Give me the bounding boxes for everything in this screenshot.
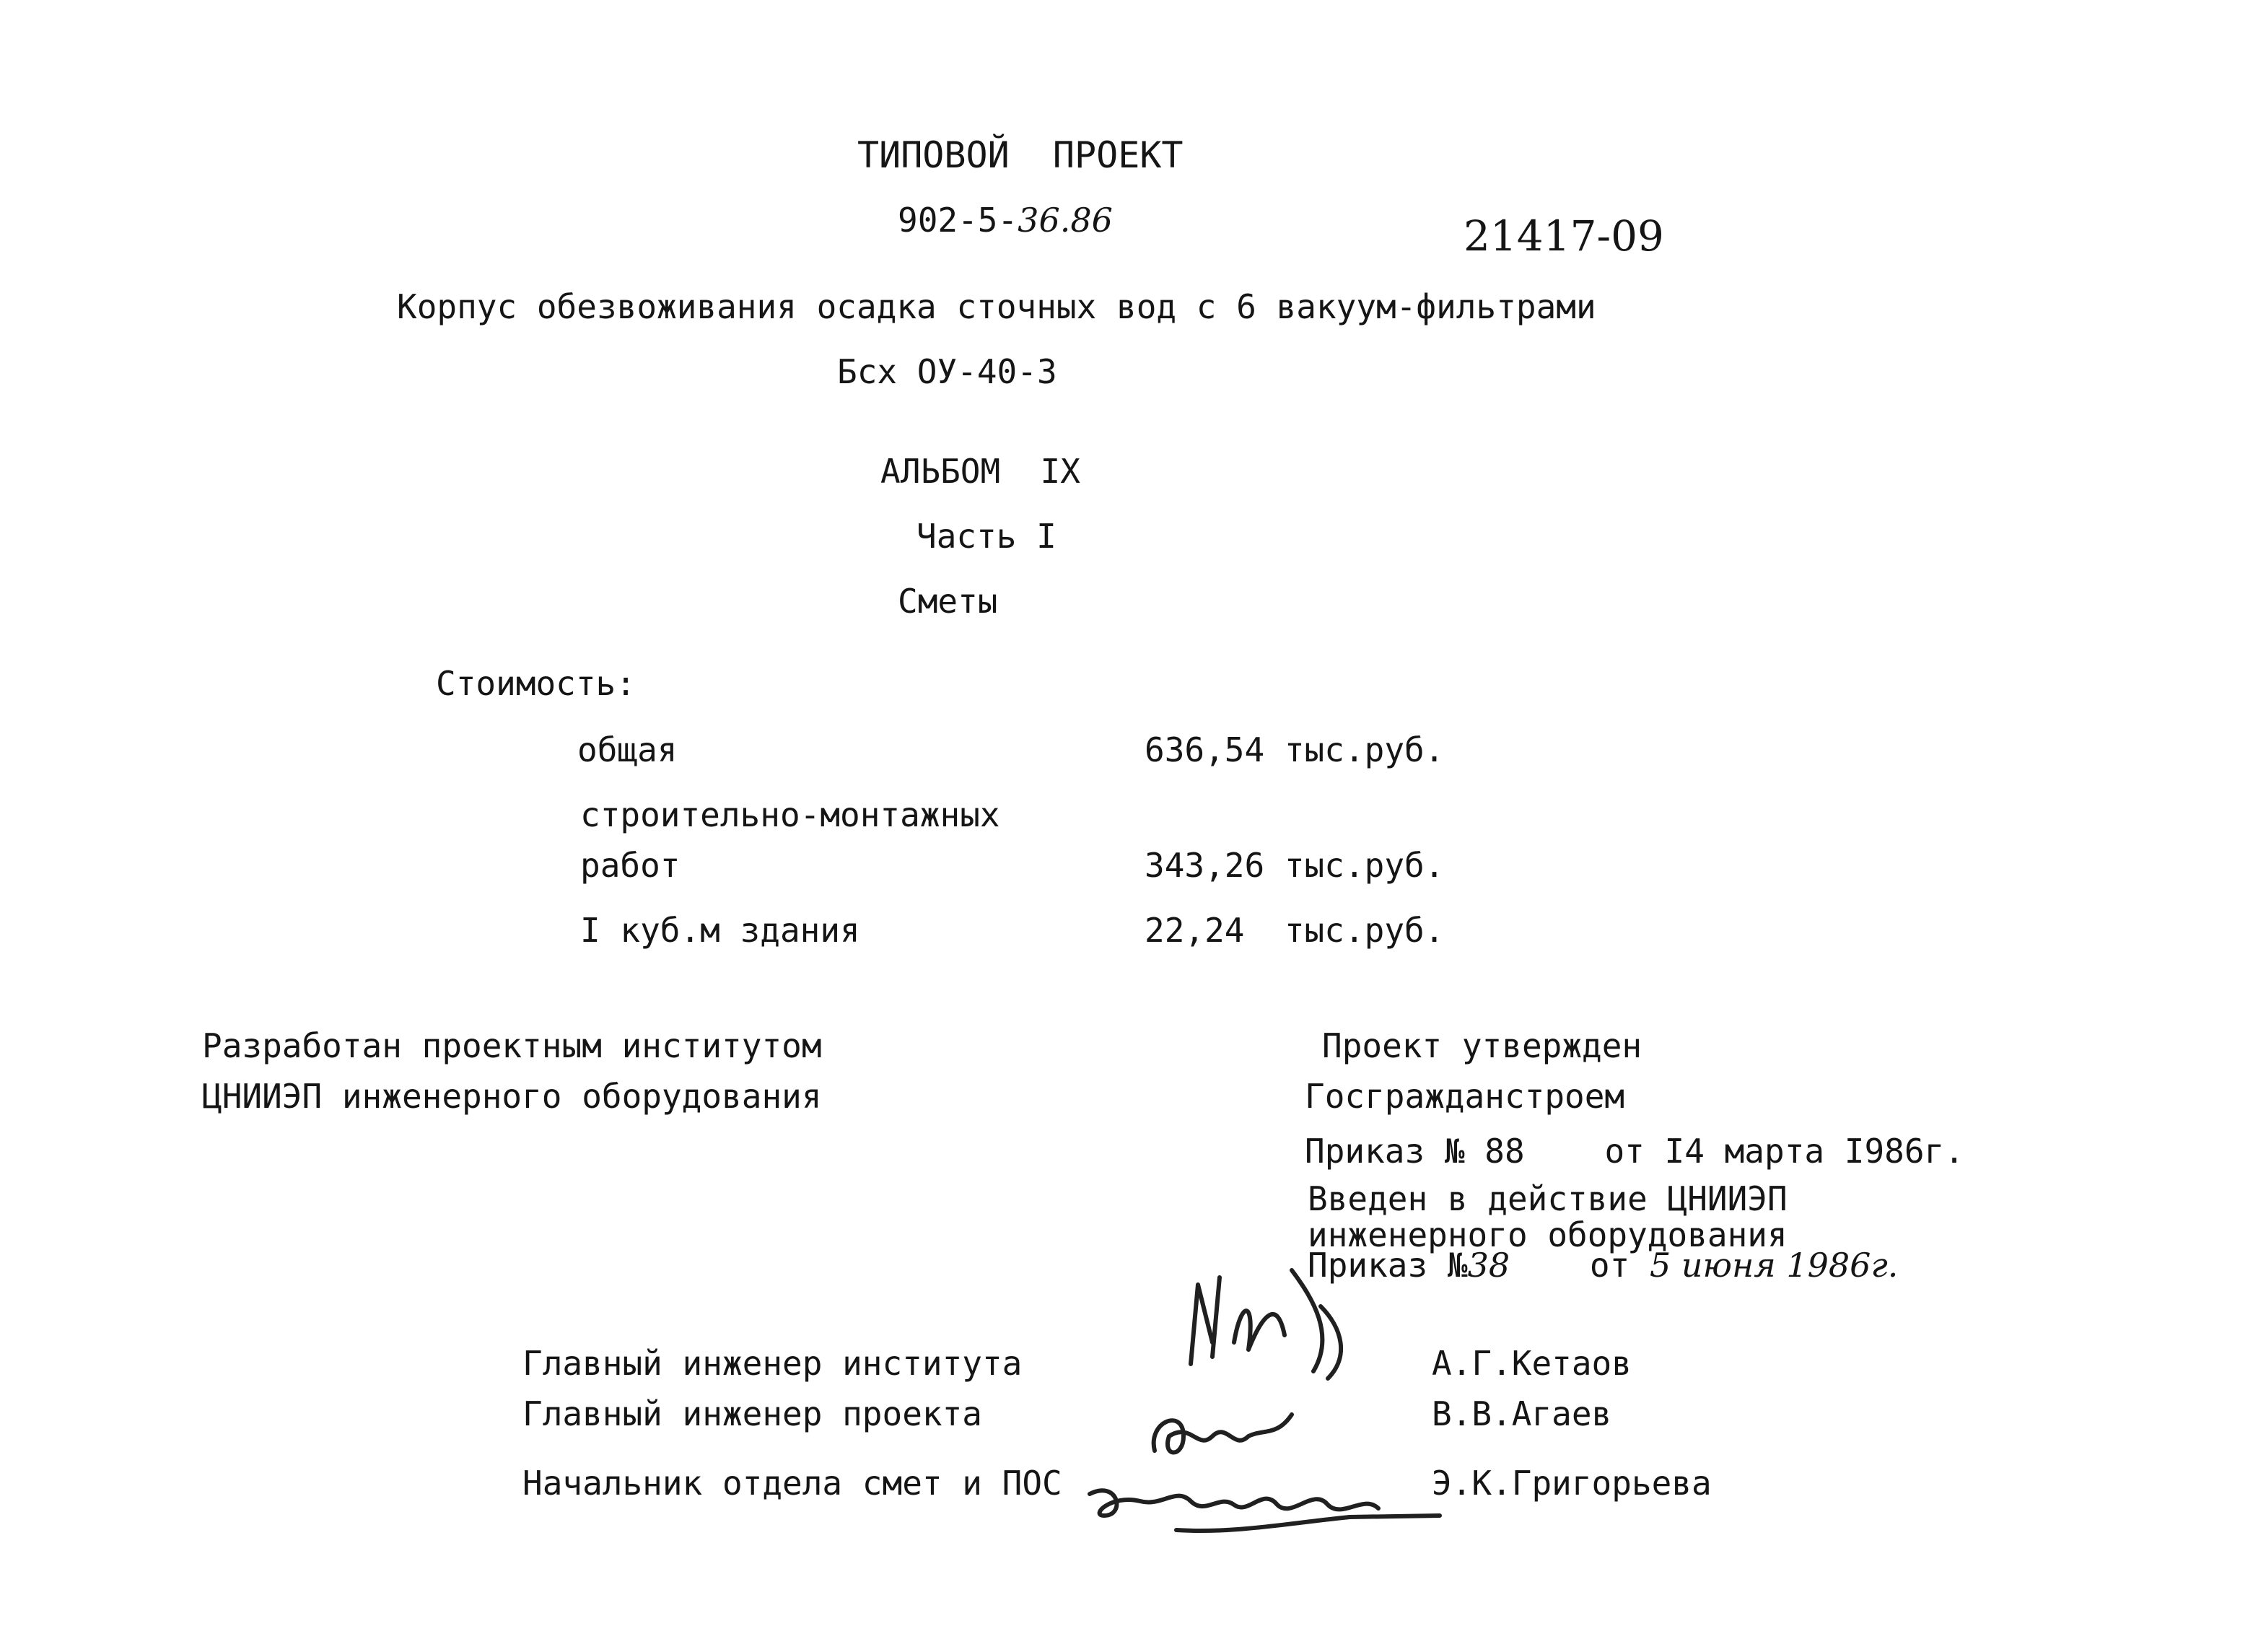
cost-label-construction-line1: строительно-монтажных [580,795,1000,834]
project-type-title: ТИПОВОЙ ПРОЕКТ [857,134,1184,176]
order-2-date: 5 июня 1986г. [1649,1246,1899,1285]
signature-name-head-estimates: Э.К.Григорьева [1432,1464,1712,1503]
part-number: Часть I [916,517,1056,556]
order-1-number: 88 [1484,1132,1525,1171]
cost-label-per-cubic-meter: I куб.м здания [580,911,860,950]
signature-mark-estimates [1075,1465,1451,1544]
cost-value-construction: 343,26 тыс.руб. [1145,846,1445,885]
cost-heading: Стоимость: [436,664,636,703]
cost-label-construction-line2: работ [580,846,681,885]
signature-role-chief-engineer-institute: Главный инженер института [522,1344,1023,1383]
cost-value-per-cubic-meter: 22,24 тыс.руб. [1145,911,1445,950]
signature-name-chief-engineer-project: В.В.Агаев [1432,1394,1612,1433]
cost-label-total: общая [577,730,678,769]
approval-order-2 [1308,1246,1899,1285]
order-2-from: от [1589,1246,1630,1285]
project-number-handwritten: 36.86 [1018,201,1113,240]
series-code: Бсх ОУ-40-3 [837,352,1057,391]
signature-role-head-estimates: Начальник отдела смет и ПОС [522,1464,1062,1503]
order-2-number: 38 [1467,1246,1510,1285]
developer-line-2: ЦНИИЭП инженерного оборудования [202,1077,822,1116]
approval-line-5: Введен в действие ЦНИИЭП [1308,1179,1788,1218]
approval-line-2: Госгражданстроем [1305,1077,1625,1116]
album-number: АЛЬБОМ IX [880,452,1080,491]
approval-line-1: Проект утвержден [1322,1026,1642,1065]
section-title: Сметы [898,582,998,621]
signature-mark-institute [1169,1256,1357,1386]
order-1-label: Приказ № [1305,1132,1465,1171]
project-number [898,201,1113,240]
order-2-label: Приказ № [1308,1246,1468,1285]
project-title: Корпус обезвоживания осадка сточных вод с 6 вакуум-фильтрами [397,287,1596,326]
inventory-number: 21417-09 [1464,211,1664,261]
signature-mark-project [1140,1400,1306,1465]
signature-name-chief-engineer-institute: А.Г.Кетаов [1432,1344,1632,1383]
developer-line-1: Разработан проектным институтом [202,1026,822,1065]
approval-line-6: инженерного оборудования [1308,1215,1788,1254]
approval-order-1 [1305,1132,1964,1171]
order-1-from: от [1604,1132,1645,1171]
cost-value-total: 636,54 тыс.руб. [1145,730,1445,769]
order-1-date: I4 марта I986г. [1664,1132,1964,1171]
signature-role-chief-engineer-project: Главный инженер проекта [522,1394,982,1433]
project-number-prefix: 902-5- [898,201,1018,240]
